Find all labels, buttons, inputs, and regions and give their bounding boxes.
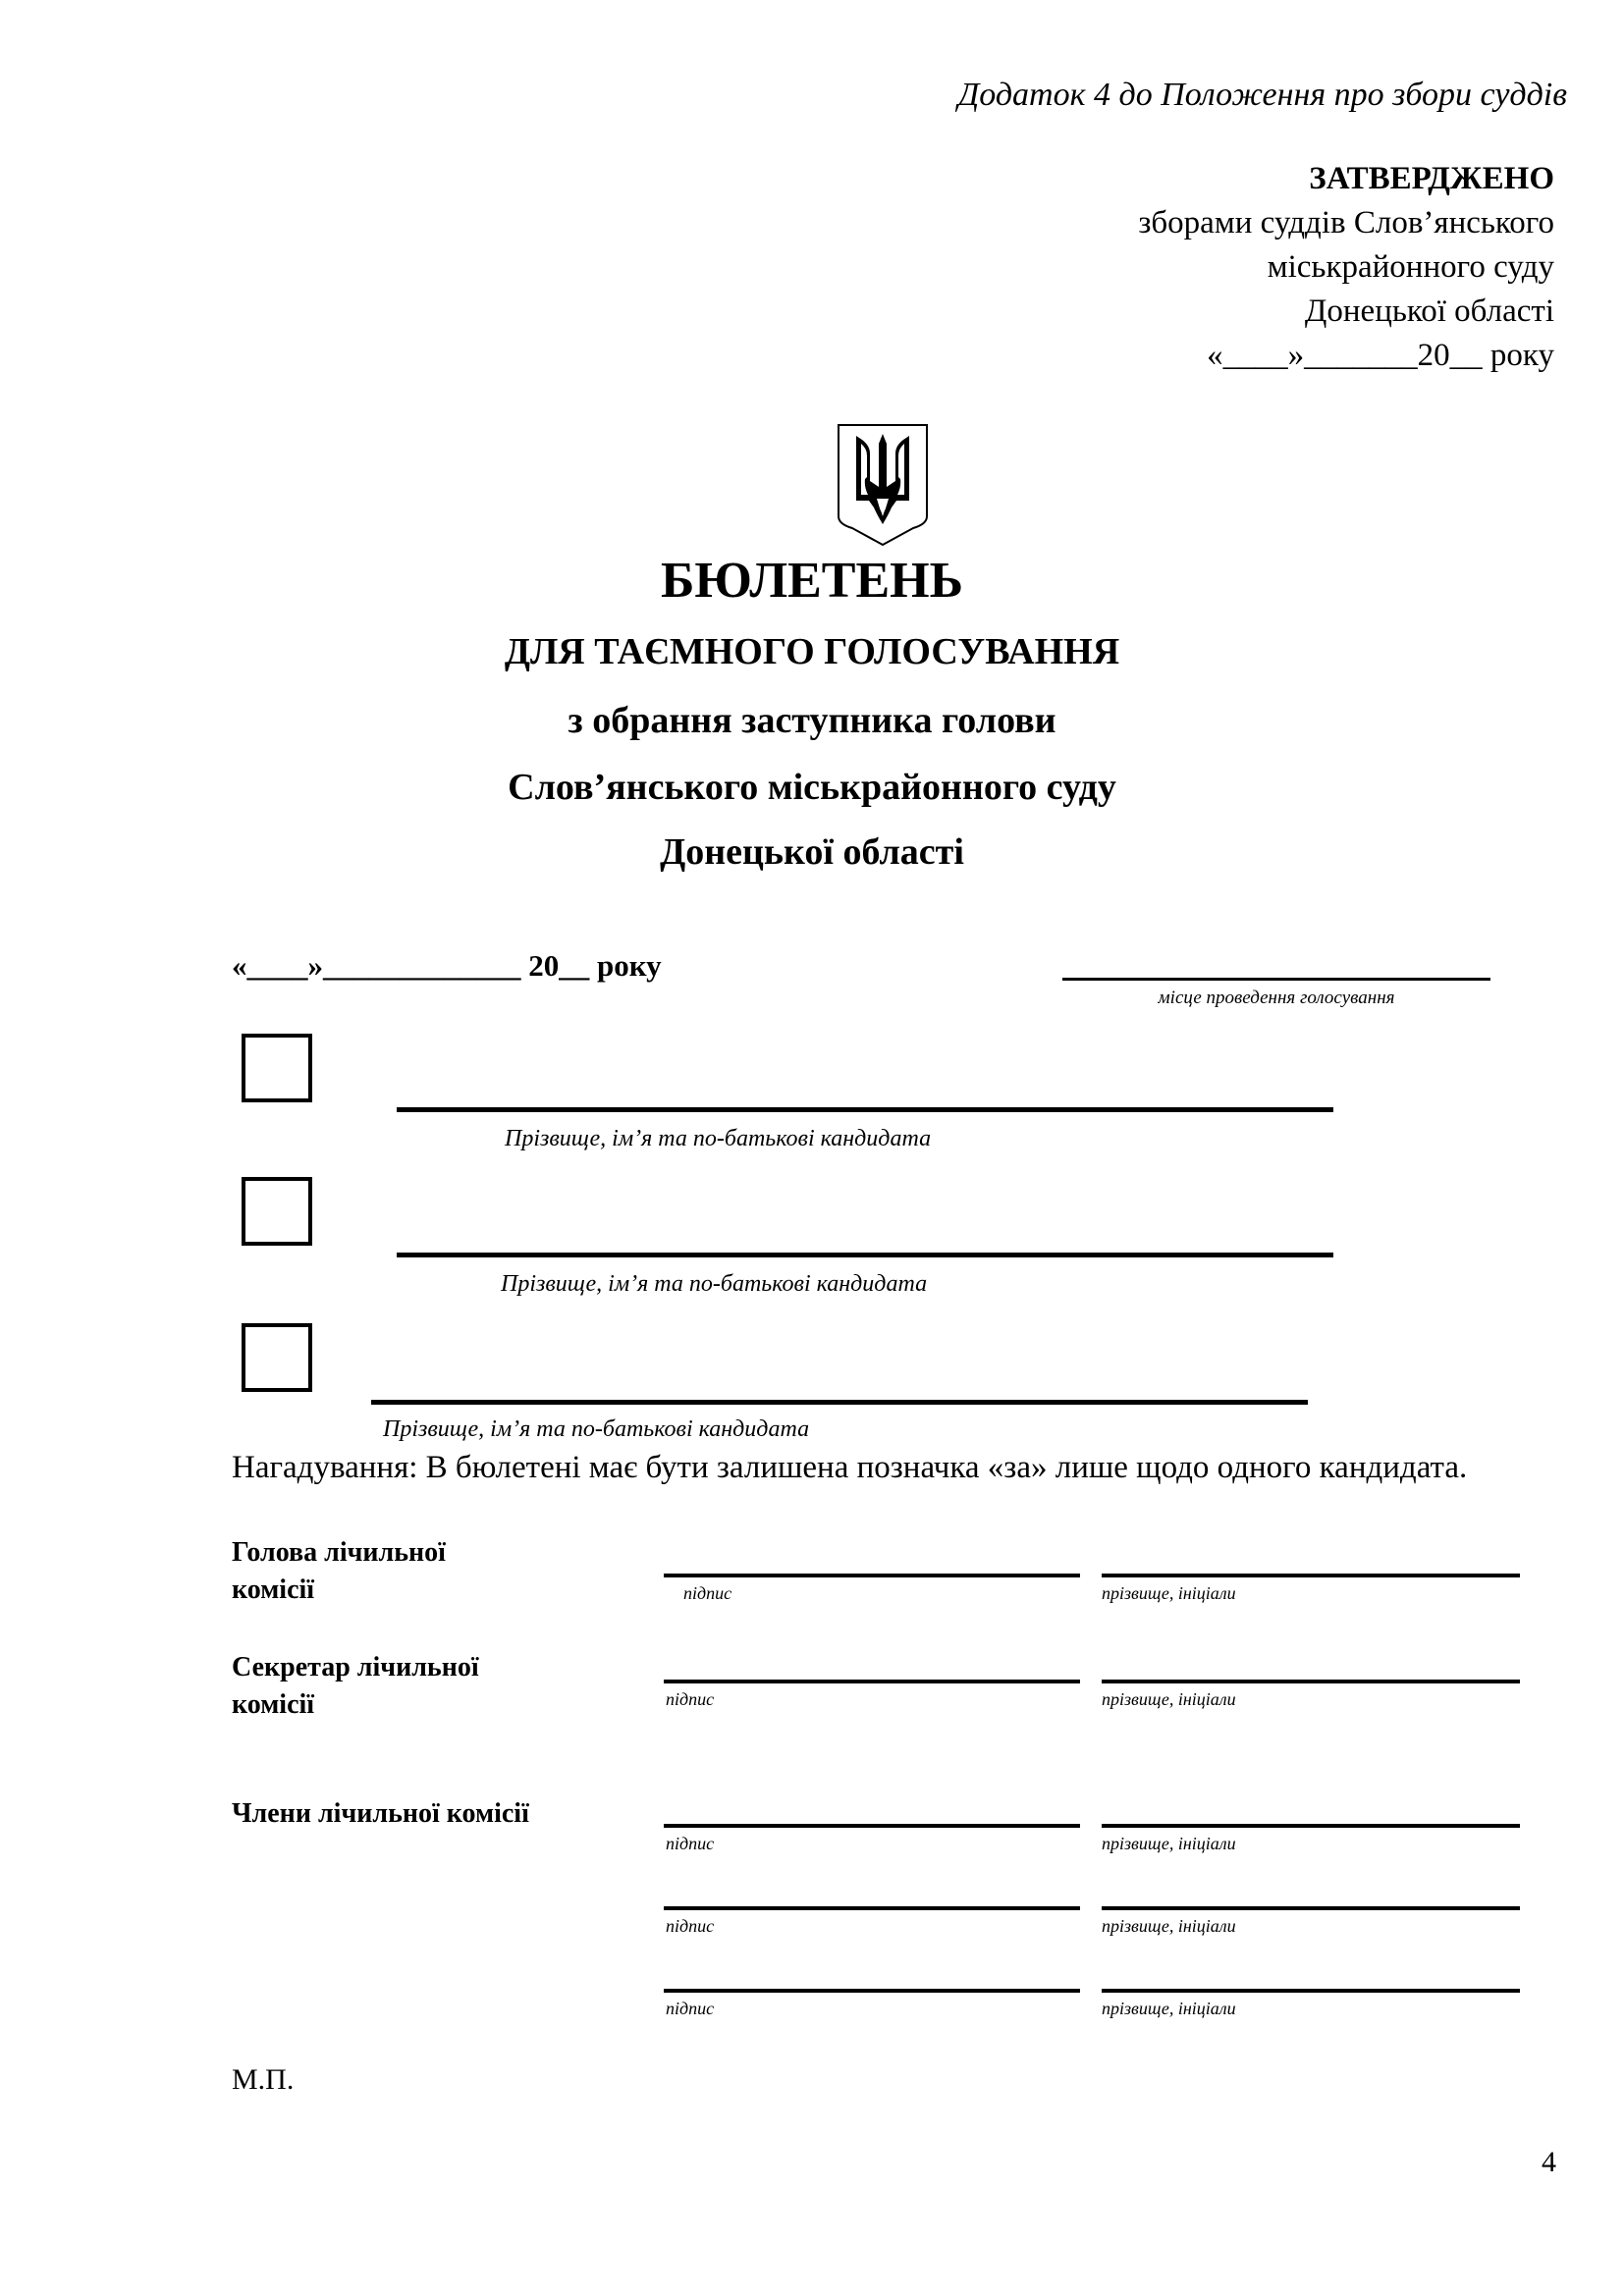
candidate-name-field[interactable]: [397, 1107, 1333, 1112]
candidate-checkbox[interactable]: [242, 1034, 312, 1102]
approval-date-field: «____»_______20__ року: [1207, 338, 1554, 373]
signature-caption: підпис: [666, 1916, 715, 1936]
ballot-subtitle: ДЛЯ ТАЄМНОГО ГОЛОСУВАННЯ: [504, 631, 1120, 672]
role-label-line: комісії: [232, 1575, 315, 1605]
commission-secretary-label: [232, 1649, 479, 1724]
role-label-line: Секретар лічильної: [232, 1652, 479, 1682]
trident-coat-of-arms-icon: [835, 422, 931, 548]
page-number: 4: [1542, 2146, 1556, 2178]
ballot-subtitle: Слов’янського міськрайонного суду: [508, 767, 1116, 808]
role-label-line: Голова лічильної: [232, 1537, 446, 1568]
name-caption: прізвище, ініціали: [1102, 1999, 1236, 2018]
candidate-name-field[interactable]: [397, 1253, 1333, 1257]
name-caption: прізвище, ініціали: [1102, 1583, 1236, 1603]
signature-caption: підпис: [666, 1999, 715, 2018]
candidate-name-field[interactable]: [371, 1400, 1308, 1405]
voting-place-field[interactable]: [1062, 958, 1490, 981]
ballot-subtitle: з обрання заступника голови: [568, 700, 1056, 741]
member-signature-field[interactable]: [664, 1824, 1080, 1828]
commission-members-label: Члени лічильної комісiї: [232, 1798, 529, 1829]
commission-chair-label: [232, 1534, 446, 1609]
ballot-title: БЮЛЕТЕНЬ: [661, 553, 963, 609]
member-name-field[interactable]: [1102, 1989, 1520, 1993]
signature-caption: підпис: [683, 1583, 732, 1603]
approval-line: Донецької області: [1304, 294, 1554, 329]
voting-reminder: Нагадування: В бюлетені має бути залишена позначка «за» лише щодо одного кандидата.: [232, 1450, 1468, 1485]
approval-line: зборами суддів Слов’янського: [1138, 205, 1554, 240]
annex-reference: Додаток 4 до Положення про збори суддів: [957, 77, 1567, 113]
signature-caption: підпис: [666, 1689, 715, 1709]
approval-block: [1138, 157, 1554, 378]
candidate-name-caption: Прізвище, ім’я та по-батькові кандидата: [505, 1126, 932, 1151]
candidate-checkbox[interactable]: [242, 1177, 312, 1246]
member-signature-field[interactable]: [664, 1906, 1080, 1910]
secretary-signature-field[interactable]: [664, 1680, 1080, 1683]
voting-place-caption: місце проведення голосування: [1158, 988, 1395, 1008]
member-name-field[interactable]: [1102, 1824, 1520, 1828]
name-caption: прізвище, ініціали: [1102, 1834, 1236, 1853]
candidate-name-caption: Прізвище, ім’я та по-батькові кандидата: [501, 1271, 928, 1297]
approval-title: ЗАТВЕРДЖЕНО: [1309, 161, 1554, 196]
name-caption: прізвище, ініціали: [1102, 1916, 1236, 1936]
approval-line: міськрайонного суду: [1267, 249, 1554, 285]
candidate-name-caption: Прізвище, ім’я та по-батькові кандидата: [383, 1416, 810, 1442]
member-name-field[interactable]: [1102, 1906, 1520, 1910]
ballot-subtitle: Донецької області: [660, 831, 964, 873]
secretary-name-field[interactable]: [1102, 1680, 1520, 1683]
member-signature-field[interactable]: [664, 1989, 1080, 1993]
role-label-line: комісiї: [232, 1689, 315, 1720]
stamp-place-label: М.П.: [232, 2063, 295, 2096]
chair-name-field[interactable]: [1102, 1574, 1520, 1577]
name-caption: прізвище, ініціали: [1102, 1689, 1236, 1709]
voting-date-field[interactable]: «____»_____________ 20__ року: [232, 948, 662, 983]
signature-caption: підпис: [666, 1834, 715, 1853]
chair-signature-field[interactable]: [664, 1574, 1080, 1577]
candidate-checkbox[interactable]: [242, 1323, 312, 1392]
